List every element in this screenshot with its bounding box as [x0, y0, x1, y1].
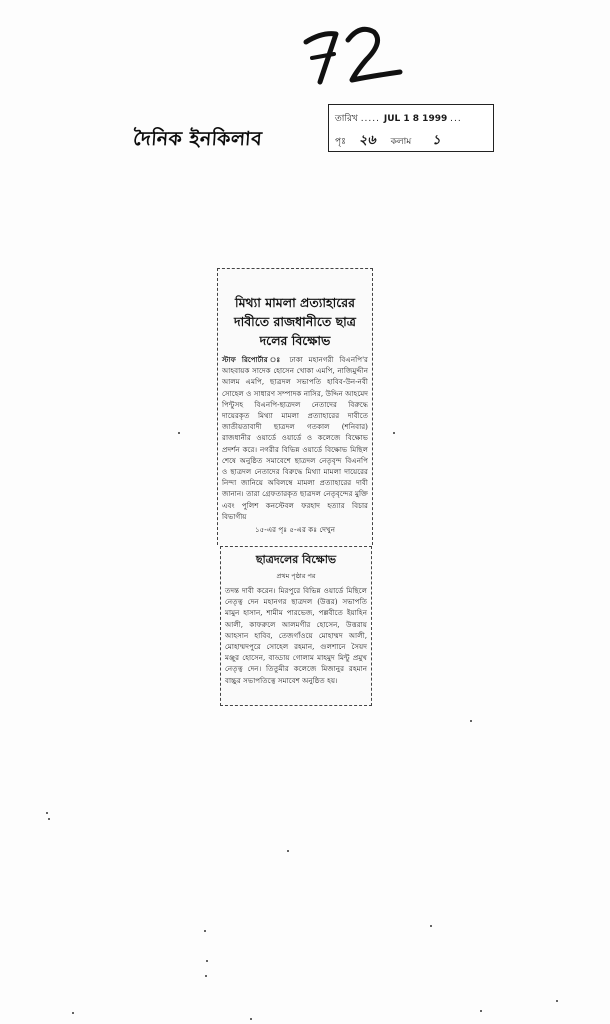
stamp-page-label: পৃঃ — [335, 137, 346, 147]
stamp-page-row — [335, 131, 441, 152]
article-continued-note: ১৫-এর পৃঃ ৫-এর কঃ দেখুন — [254, 525, 336, 535]
headline-line-3: দলের বিক্ষোভ — [259, 333, 331, 348]
stamp-date-label: তারিখ — [335, 114, 358, 124]
article-headline — [222, 293, 368, 350]
article-byline: স্টাফ রিপোর্টার ঃ — [222, 355, 284, 364]
handwritten-page-number — [300, 18, 410, 90]
stamp-column-value: ১ — [432, 133, 441, 148]
news-clipping-main — [217, 268, 373, 545]
continuation-body: তদন্ত দাবী করেন। মিরপুরে বিভিন্ন ওয়ার্ডে মিছিলে নেতৃত্ব দেন মহানগর ছাত্রদল (উত্তর) সভাপতি মামুন হাসান, শামীম পারভেজ, পল্লবীতে ইয়াহিন আলী, কাফরুলে আলমগীর হোসেন, উত্তরায় আহসান হাবিব, তেজগাঁওয়ে মোহাম্মদ আলী, মোহাম্মদপুরে সোহেল রহমান, গুলশানে সৈয়দ মঞ্জুর হোসেন, বাড্ডায় গোলাম মাহমুদ মিন্টু প্রমুখ নেতৃত্ব দেন। তিতুমীর কলেজে মিজানুর রহমান বাচ্চুর সভাপতিত্বে সমাবেশ অনুষ্ঠিত হয়। — [225, 586, 367, 685]
stamp-date-value: JUL 1 8 1999 — [383, 114, 448, 124]
article-body-text: ঢাকা মহানগরী বিএনপি'র আহবায়ক সাদেক হোসেন খোকা এমপি, নাজিমুদ্দীন আলম এমপি, ছাত্রদল সভাপতি হাবিব-উন-নবী সোহেল ও সাধারণ সম্পাদক নাসির, উদ্দিন আহমেদ পিন্টুসহ বিএনপি-ছাত্রদল নেতাদের বিরুদ্ধে দায়েরকৃত মিথ্যা মামলা প্রত্যাহারের দাবীতে জাতীয়তাবাদী ছাত্রদল গতকাল (শনিবার) রাজধানীর ওয়ার্ডে ওয়ার্ডে ও কলেজে বিক্ষোভ প্রদর্শন করে। নগরীর বিভিন্ন ওয়ার্ডে বিক্ষোভ মিছিল শেষে অনুষ্ঠিত সমাবেশে ছাত্রদল নেতৃবৃন্দ বিএনপি ও ছাত্রদল নেতাদের বিরুদ্ধে মিথ্যা মামলা দায়েরের নিন্দা জানিয়ে অবিলম্বে মামলা প্রত্যাহারের দাবী জানান। তারা গ্রেফতারকৃত ছাত্রদল নেতৃবৃন্দের মুক্তি এবং পুলিশ কনস্টেবল ফরহাদ হত্যার বিচার বিভাগীয় — [222, 355, 369, 521]
news-clipping-continuation — [220, 546, 372, 706]
stamp-column-label: কলাম — [390, 137, 412, 147]
continuation-headline: ছাত্রদলের বিক্ষোভ — [255, 553, 337, 566]
clipping-stamp — [328, 104, 494, 152]
headline-line-1: মিথ্যা মামলা প্রত্যাহারের — [235, 295, 355, 310]
stamp-date-row: তারিখ ..... JUL 1 8 1999 ... — [335, 114, 462, 124]
continuation-subhead: প্রথম পৃষ্ঠার পর — [276, 572, 316, 580]
headline-line-2: দাবীতে রাজধানীতে ছাত্র — [234, 314, 356, 329]
stamp-page-value: ২৬ — [358, 133, 376, 148]
newspaper-masthead: দৈনিক ইনকিলাব — [132, 128, 263, 150]
article-body — [222, 354, 368, 522]
